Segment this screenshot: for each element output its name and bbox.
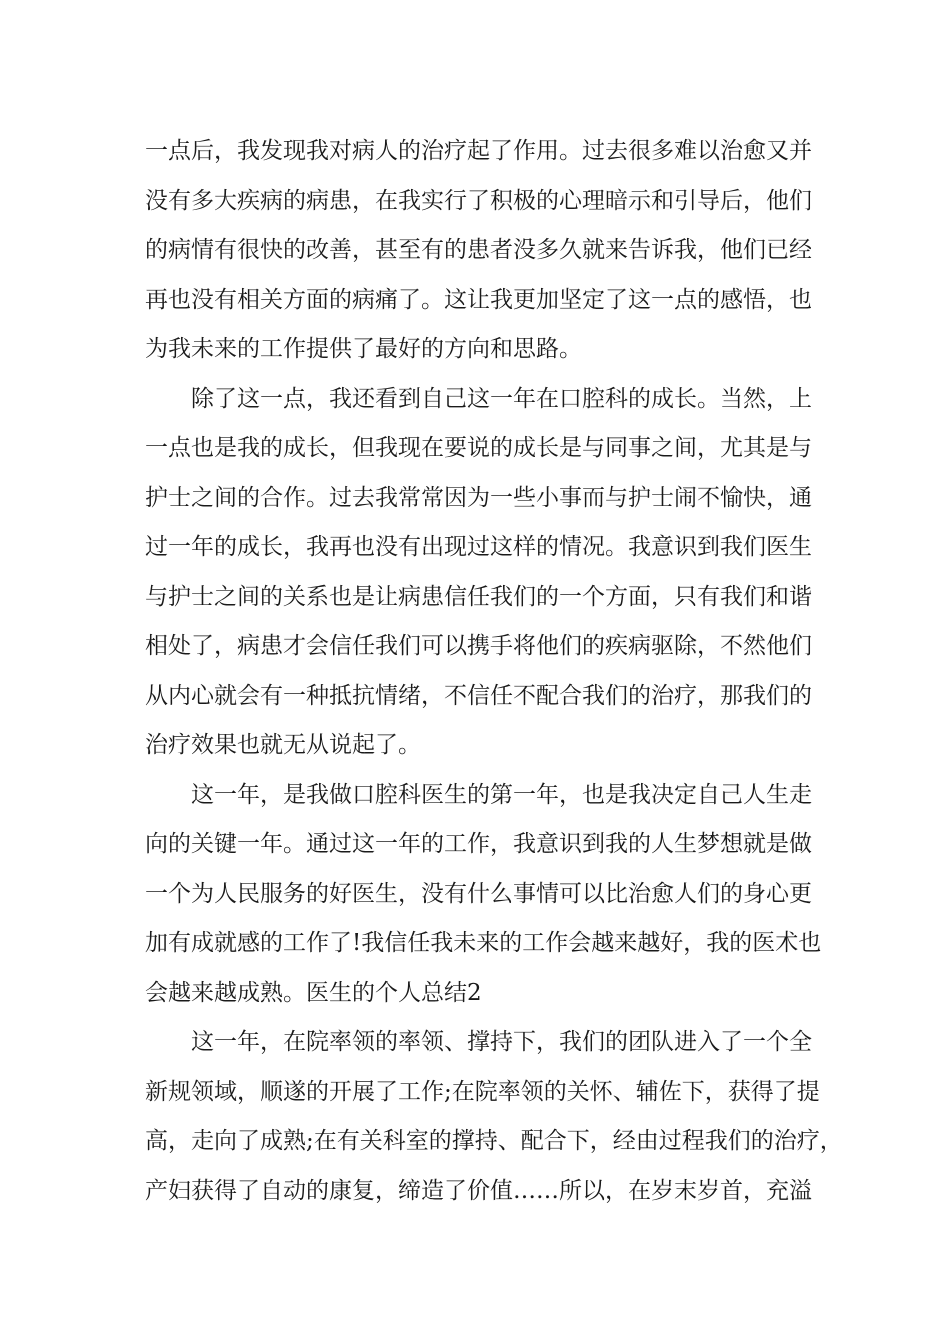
text-line: 向的关键一年。通过这一年的工作，我意识到我的人生梦想就是做 [145,831,812,857]
text-line: 加有成就感的工作了!我信任我未来的工作会越来越好，我的医术也 [145,930,822,956]
text-line: 治疗效果也就无从说起了。 [145,732,421,758]
text-line: 从内心就会有一种抵抗情绪，不信任不配合我们的治疗，那我们的 [145,682,812,709]
text-line: 产妇获得了自动的康复，缔造了价值……所以，在岁末岁首，充溢 [145,1177,812,1204]
text-line: 一点后，我发现我对病人的治疗起了作用。过去很多难以治愈又并 [145,138,812,164]
text-line: 与护士之间的关系也是让病患信任我们的一个方面，只有我们和谐 [145,583,812,610]
text-line: 过一年的成长，我再也没有出现过这样的情况。我意识到我们医生 [145,534,812,560]
text-line: 没有多大疾病的病患，在我实行了积极的心理暗示和引导后，他们 [145,187,812,214]
text-line: 再也没有相关方面的病痛了。这让我更加坚定了这一点的感悟，也 [145,286,812,313]
paragraph-first-line: 这一年，在院率领的率领、撑持下，我们的团队进入了一个全 [191,1029,812,1055]
text-line: 为我未来的工作提供了最好的方向和思路。 [145,336,582,362]
text-line: 高，走向了成熟;在有关科室的撑持、配合下，经由过程我们的治疗， [145,1128,843,1154]
paragraph-first-line: 除了这一点，我还看到自己这一年在口腔科的成长。当然，上 [191,385,812,412]
text-line: 相处了，病患才会信任我们可以携手将他们的疾病驱除，不然他们 [145,633,812,659]
text-line: 会越来越成熟。医生的个人总结2 [145,979,482,1006]
text-line: 一点也是我的成长，但我现在要说的成长是与同事之间，尤其是与 [145,435,812,461]
text-line: 的病情有很快的改善，甚至有的患者没多久就来告诉我，他们已经 [145,237,812,263]
text-line: 一个为人民服务的好医生，没有什么事情可以比治愈人们的身心更 [145,880,812,907]
paragraph-first-line: 这一年，是我做口腔科医生的第一年，也是我决定自己人生走 [191,781,812,808]
body-text [145,127,843,1216]
text-line: 护士之间的合作。过去我常常因为一些小事而与护士闹不愉快，通 [145,484,812,511]
text-line: 新规领域，顺遂的开展了工作;在院率领的关怀、辅佐下，获得了提 [145,1078,820,1105]
